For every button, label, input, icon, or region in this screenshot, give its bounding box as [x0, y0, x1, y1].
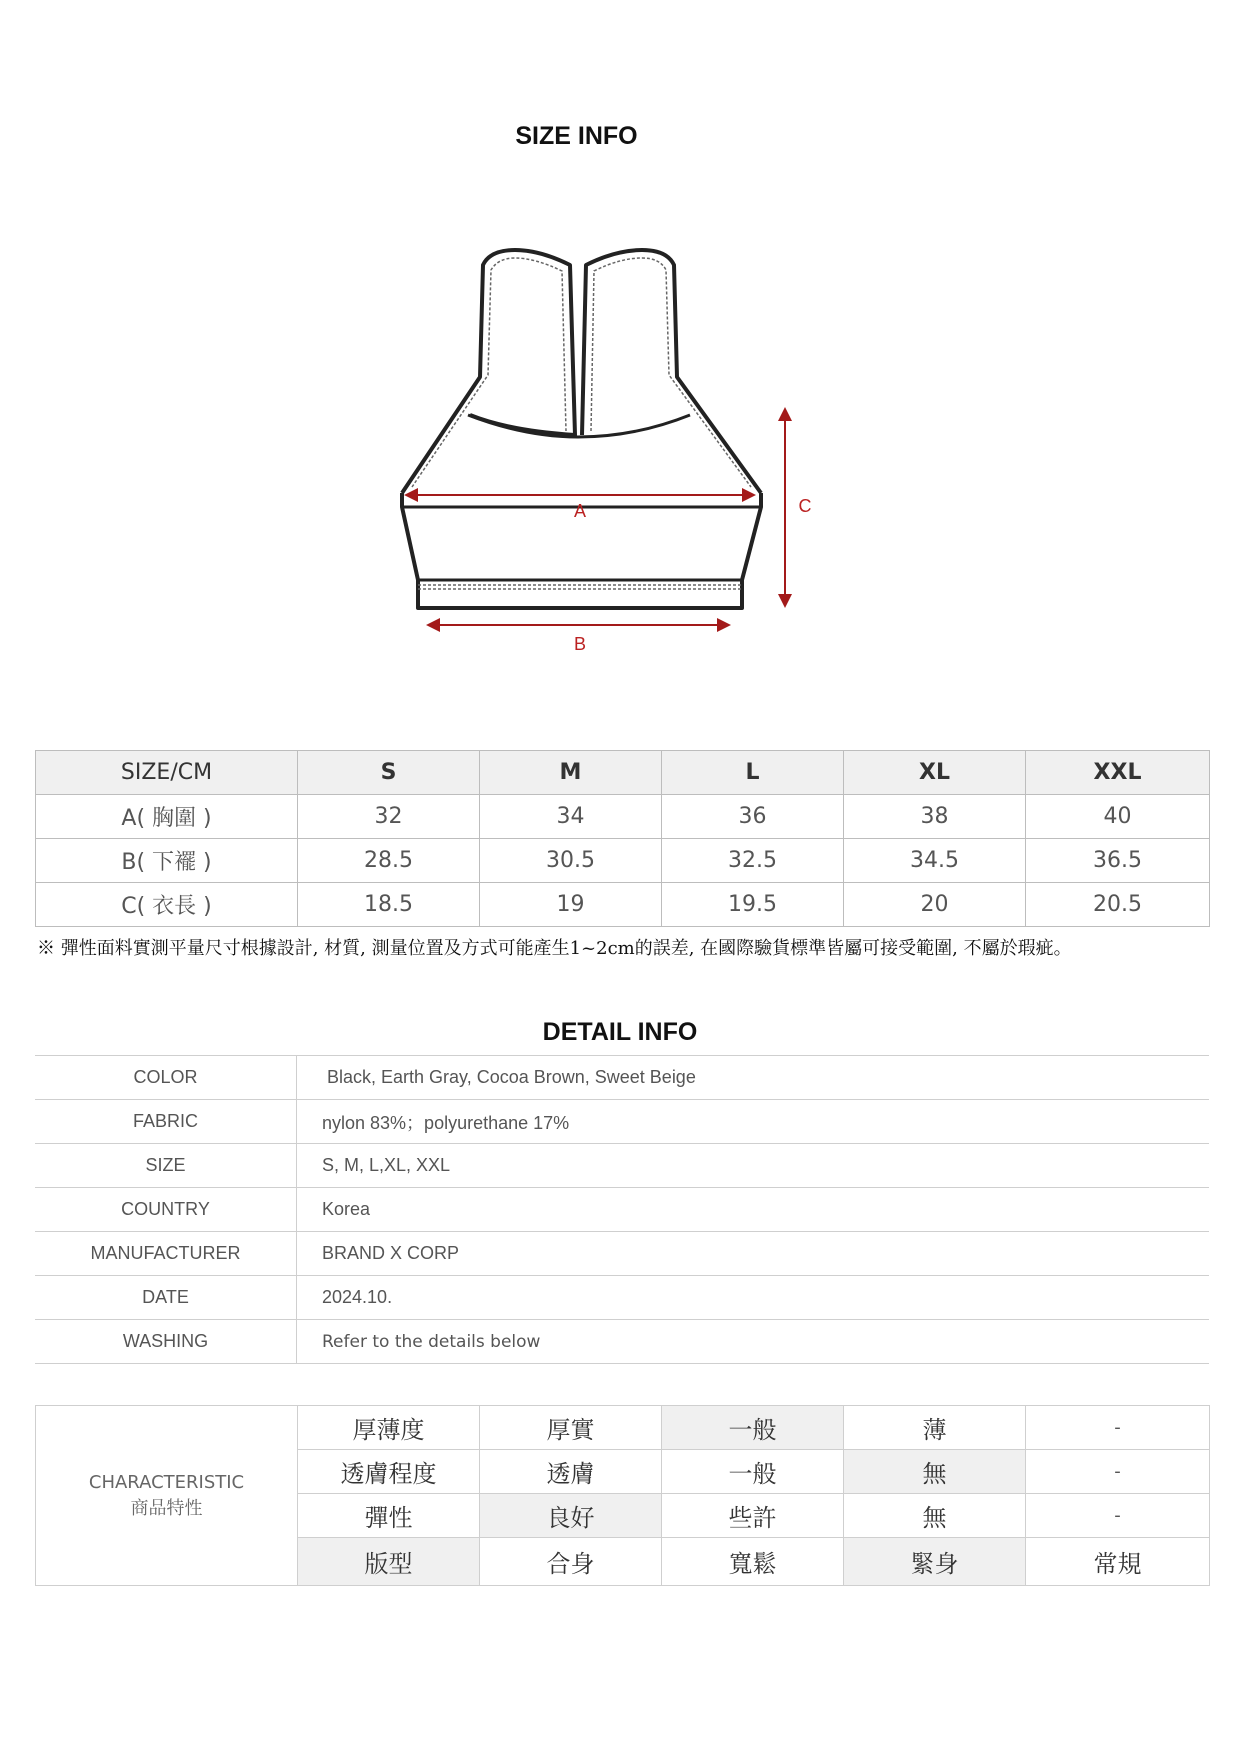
header-cell: XL: [844, 751, 1026, 795]
detail-info-title: DETAIL INFO: [542, 1018, 698, 1046]
characteristic-label-en: CHARACTERISTIC: [88, 1471, 245, 1493]
detail-row-color: [35, 1056, 1209, 1100]
characteristic-table: [35, 1405, 1210, 1586]
detail-table: [35, 1055, 1209, 1364]
detail-label: COUNTRY: [35, 1188, 297, 1232]
table-row: [36, 839, 1210, 883]
detail-row-size: [35, 1144, 1209, 1188]
char-option: 合身: [480, 1538, 662, 1586]
table-cell: 20.5: [1026, 883, 1210, 927]
char-option-selected: 良好: [480, 1494, 662, 1538]
left-strap: [402, 250, 575, 493]
arrow-c: [778, 407, 792, 608]
label-b: B: [573, 634, 587, 654]
detail-label: MANUFACTURER: [35, 1232, 297, 1276]
label-a: A: [573, 501, 587, 521]
garment-diagram: [380, 245, 830, 665]
size-info-title: SIZE INFO: [515, 122, 638, 150]
char-option-selected: 緊身: [844, 1538, 1026, 1586]
detail-row-fabric: [35, 1100, 1209, 1144]
char-row: [36, 1406, 1210, 1450]
detail-row-date: [35, 1276, 1209, 1320]
label-c: C: [798, 496, 812, 516]
detail-value: Korea: [297, 1188, 1210, 1232]
char-option: 厚實: [480, 1406, 662, 1450]
detail-row-washing: [35, 1320, 1209, 1364]
char-option-selected: 一般: [662, 1406, 844, 1450]
detail-value: S, M, L,XL, XXL: [297, 1144, 1210, 1188]
detail-label: COLOR: [35, 1056, 297, 1100]
table-cell: 19: [480, 883, 662, 927]
char-option: -: [1026, 1450, 1210, 1494]
header-cell: SIZE/CM: [36, 751, 298, 795]
characteristic-label-zh: 商品特性: [130, 1497, 203, 1519]
table-cell: 20: [844, 883, 1026, 927]
detail-row-country: [35, 1188, 1209, 1232]
table-cell: 32: [298, 795, 480, 839]
detail-label: SIZE: [35, 1144, 297, 1188]
arrow-b: [426, 618, 731, 632]
char-name: 厚薄度: [298, 1406, 480, 1450]
char-option: 常規: [1026, 1538, 1210, 1586]
arrow-a: [404, 488, 756, 502]
table-cell: 19.5: [662, 883, 844, 927]
size-table: [35, 750, 1210, 927]
table-cell: 36: [662, 795, 844, 839]
size-table-header: [36, 751, 1210, 795]
char-name: 彈性: [298, 1494, 480, 1538]
header-cell: M: [480, 751, 662, 795]
measurement-note: ※ 彈性面料實測平量尺寸根據設計, 材質, 測量位置及方式可能產生1~2cm的誤差, 在國際驗貨標準皆屬可接受範圍, 不屬於瑕疵。: [37, 938, 1072, 959]
row-label: C( 衣長 ): [36, 883, 298, 927]
header-cell: XXL: [1026, 751, 1210, 795]
char-option: 一般: [662, 1450, 844, 1494]
table-cell: 30.5: [480, 839, 662, 883]
header-cell: S: [298, 751, 480, 795]
char-option: 寬鬆: [662, 1538, 844, 1586]
detail-value: Black, Earth Gray, Cocoa Brown, Sweet Beige: [297, 1056, 1210, 1100]
table-cell: 40: [1026, 795, 1210, 839]
row-label: A( 胸圍 ): [36, 795, 298, 839]
characteristic-label: [36, 1406, 298, 1586]
header-cell: L: [662, 751, 844, 795]
char-option: 薄: [844, 1406, 1026, 1450]
detail-label: FABRIC: [35, 1100, 297, 1144]
detail-value: Refer to the details below: [297, 1320, 1210, 1364]
right-strap: [582, 250, 761, 493]
detail-value: 2024.10.: [297, 1276, 1210, 1320]
row-label: B( 下襬 ): [36, 839, 298, 883]
table-cell: 32.5: [662, 839, 844, 883]
table-cell: 18.5: [298, 883, 480, 927]
char-option-selected: 無: [844, 1450, 1026, 1494]
detail-value: nylon 83%；polyurethane 17%: [297, 1100, 1210, 1144]
table-cell: 36.5: [1026, 839, 1210, 883]
char-option: 無: [844, 1494, 1026, 1538]
detail-value: BRAND X CORP: [297, 1232, 1210, 1276]
table-row: [36, 883, 1210, 927]
char-option: 透膚: [480, 1450, 662, 1494]
char-option: -: [1026, 1494, 1210, 1538]
table-row: [36, 795, 1210, 839]
table-cell: 28.5: [298, 839, 480, 883]
table-cell: 38: [844, 795, 1026, 839]
detail-label: DATE: [35, 1276, 297, 1320]
char-option: 些許: [662, 1494, 844, 1538]
char-option: -: [1026, 1406, 1210, 1450]
detail-label: WASHING: [35, 1320, 297, 1364]
char-name: 版型: [298, 1538, 480, 1586]
char-name: 透膚程度: [298, 1450, 480, 1494]
detail-row-manufacturer: [35, 1232, 1209, 1276]
table-cell: 34.5: [844, 839, 1026, 883]
table-cell: 34: [480, 795, 662, 839]
